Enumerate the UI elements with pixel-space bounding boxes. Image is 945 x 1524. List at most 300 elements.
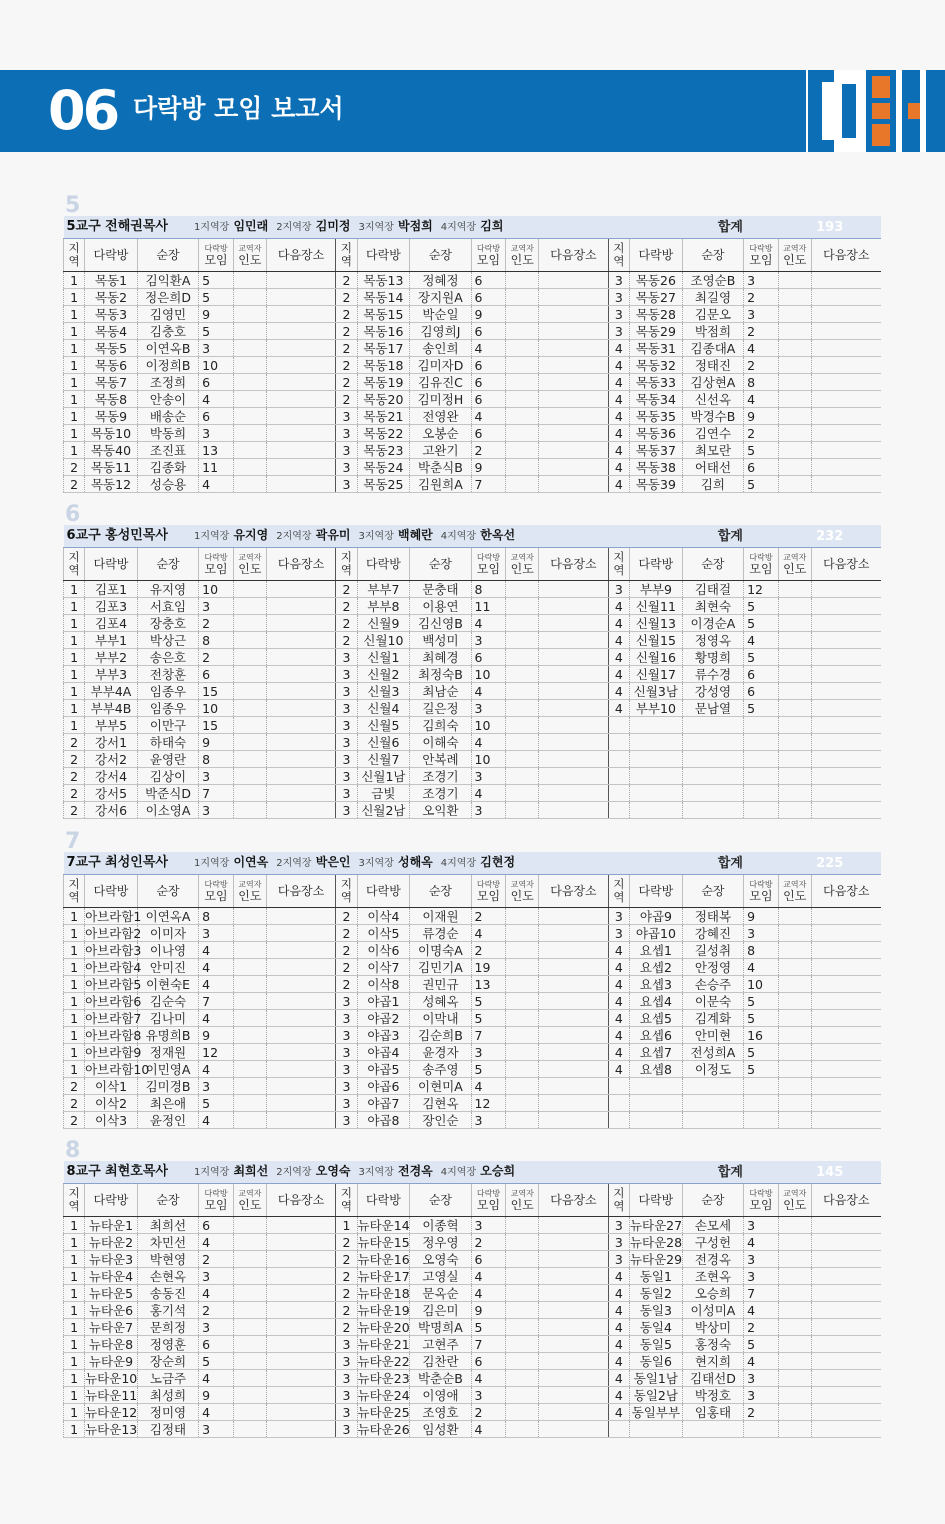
col-guide-top: 교역자 [783, 552, 807, 562]
next-place-cell [811, 908, 881, 925]
meeting-count-cell: 4 [471, 1268, 506, 1285]
meeting-count-cell: 12 [471, 1095, 506, 1112]
leader-cell: 정혜정 [410, 272, 471, 289]
guide-cell [506, 976, 539, 993]
empty-cell [744, 768, 779, 785]
guide-cell [233, 976, 266, 993]
guide-cell [778, 615, 811, 632]
col-room: 다락방 [85, 875, 138, 908]
table-row [64, 476, 882, 493]
col-guide-bottom: 인도 [510, 252, 534, 267]
guide-cell [506, 959, 539, 976]
table-row [64, 1078, 882, 1095]
leader-cell: 김희 [682, 476, 743, 493]
leader-cell: 안정영 [682, 959, 743, 976]
meeting-count-cell: 10 [199, 581, 234, 598]
table-row [64, 1112, 882, 1129]
region-leader-name: 김희 [480, 219, 504, 233]
room-cell: 동일부부 [629, 1404, 682, 1421]
empty-cell [811, 1421, 881, 1438]
guide-cell [778, 1217, 811, 1234]
leader-cell: 김민기A [410, 959, 471, 976]
region-cell: 1 [64, 374, 85, 391]
col-place: 다음장소 [811, 239, 881, 272]
leader-cell: 박준식D [137, 785, 198, 802]
meeting-count-cell: 9 [471, 306, 506, 323]
col-region: 지역 [608, 875, 629, 908]
table-row [64, 976, 882, 993]
col-guide-top: 교역자 [510, 879, 534, 889]
leader-cell: 유명희B [137, 1027, 198, 1044]
section-table [63, 1161, 881, 1438]
room-cell: 목동1 [85, 272, 138, 289]
next-place-cell [266, 476, 336, 493]
col-region: 지역 [336, 875, 357, 908]
col-meeting [199, 548, 234, 581]
empty-cell [778, 751, 811, 768]
guide-cell [506, 1095, 539, 1112]
leader-cell: 박상근 [137, 632, 198, 649]
leader-cell: 송동진 [137, 1285, 198, 1302]
next-place-cell [266, 323, 336, 340]
leader-cell: 하태숙 [137, 734, 198, 751]
room-cell: 아브라함4 [85, 959, 142, 975]
leader-cell: 백성미 [410, 632, 471, 649]
region-cell: 3 [336, 1027, 357, 1044]
leader-cell: 정재원 [137, 1044, 198, 1061]
leader-cell: 김신영B [410, 615, 471, 632]
leader-cell: 조영순B [682, 272, 743, 289]
table-row [64, 717, 882, 734]
guide-cell [778, 598, 811, 615]
region-leader-label: 2지역장 [276, 1167, 312, 1178]
col-room: 다락방 [85, 548, 138, 581]
leader-cell: 고영실 [410, 1268, 471, 1285]
region-cell: 2 [336, 959, 357, 976]
logo-mark-icon [806, 70, 945, 152]
empty-cell [744, 734, 779, 751]
room-cell: 목동18 [357, 357, 410, 374]
meeting-count-cell: 9 [744, 408, 779, 425]
leader-cell: 정영훈 [137, 1336, 198, 1353]
region-cell: 4 [608, 425, 629, 442]
room-cell: 뉴타운16 [357, 1251, 410, 1267]
leader-cell: 전경옥 [682, 1251, 743, 1268]
empty-cell [608, 1078, 629, 1095]
leader-cell: 홍정숙 [682, 1336, 743, 1353]
next-place-cell [811, 391, 881, 408]
leader-cell: 이용연 [410, 598, 471, 615]
meeting-count-cell: 4 [471, 340, 506, 357]
table-row [64, 581, 882, 598]
region-cell: 2 [336, 942, 357, 959]
leader-cell: 박춘식B [410, 459, 471, 476]
page-header [0, 70, 945, 152]
guide-cell [778, 700, 811, 717]
leader-cell: 김현옥 [410, 1095, 471, 1112]
total-value: 225 [778, 852, 881, 875]
col-order: 순장 [682, 548, 743, 581]
region-cell: 3 [336, 700, 357, 717]
meeting-count-cell: 6 [199, 666, 234, 683]
col-meeting-bottom: 모임 [204, 561, 228, 576]
col-guide-top: 교역자 [238, 552, 262, 562]
region-cell: 1 [64, 1234, 85, 1251]
next-place-cell [539, 942, 609, 959]
room-cell: 이삭6 [357, 942, 410, 959]
room-cell: 뉴타운23 [357, 1370, 410, 1386]
guide-cell [506, 1387, 539, 1404]
col-meeting [471, 548, 506, 581]
leader-cell: 정미영 [137, 1404, 198, 1421]
next-place-cell [811, 959, 881, 976]
guide-cell [778, 1387, 811, 1404]
room-cell: 부부3 [85, 666, 138, 683]
meeting-count-cell: 9 [199, 1387, 234, 1404]
meeting-count-cell: 9 [199, 1027, 234, 1044]
col-meeting-top: 다락방 [476, 552, 501, 562]
room-cell: 아브라함9 [85, 1044, 142, 1060]
section-title-cell [64, 525, 683, 548]
leader-cell: 오영숙 [410, 1251, 471, 1268]
region-cell: 3 [336, 1336, 357, 1353]
meeting-count-cell: 5 [199, 1353, 234, 1370]
room-cell: 강서6 [85, 802, 138, 819]
room-cell: 목동38 [629, 459, 682, 476]
region-cell: 2 [336, 357, 357, 374]
room-cell: 신월2 [357, 666, 410, 683]
region-cell: 4 [608, 632, 629, 649]
chapter-number: 06 [48, 79, 118, 142]
meeting-count-cell: 2 [744, 1404, 779, 1421]
leader-cell: 강혜진 [682, 925, 743, 942]
leader-cell: 이현미A [410, 1078, 471, 1095]
region-cell: 4 [608, 683, 629, 700]
meeting-count-cell: 9 [471, 1302, 506, 1319]
table-row [64, 408, 882, 425]
guide-cell [778, 1336, 811, 1353]
room-cell: 요셉5 [629, 1010, 682, 1027]
leader-cell: 이영애 [410, 1387, 471, 1404]
guide-cell [233, 323, 266, 340]
table-row [64, 1336, 882, 1353]
leader-cell: 황명희 [682, 649, 743, 666]
col-meeting-bottom: 모임 [204, 252, 228, 267]
region-leader-name: 한옥선 [480, 528, 516, 542]
meeting-count-cell: 4 [471, 1421, 506, 1438]
col-guide [233, 239, 266, 272]
guide-cell [778, 581, 811, 598]
col-meeting-top: 다락방 [476, 243, 501, 253]
col-region: 지역 [64, 1184, 85, 1217]
guide-cell [233, 717, 266, 734]
next-place-cell [266, 700, 336, 717]
region-leader-name: 박점희 [398, 219, 433, 233]
room-cell: 뉴타운15 [357, 1234, 410, 1250]
region-cell: 3 [336, 1353, 357, 1370]
region-cell: 3 [608, 323, 629, 340]
col-guide-top: 교역자 [510, 552, 534, 562]
col-guide-bottom: 인도 [510, 888, 534, 903]
col-order: 순장 [682, 875, 743, 908]
next-place-cell [539, 751, 609, 768]
region-cell: 4 [608, 357, 629, 374]
meeting-count-cell: 3 [471, 1217, 506, 1234]
room-cell: 이삭4 [357, 908, 410, 925]
next-place-cell [811, 323, 881, 340]
col-meeting [471, 1184, 506, 1217]
room-cell: 신월5 [357, 717, 410, 734]
next-place-cell [539, 717, 609, 734]
guide-cell [506, 615, 539, 632]
guide-cell [233, 425, 266, 442]
col-place: 다음장소 [266, 1184, 336, 1217]
leader-cell: 김문오 [682, 306, 743, 323]
room-cell: 뉴타운20 [357, 1319, 410, 1335]
meeting-count-cell: 11 [199, 459, 234, 476]
meeting-count-cell: 3 [199, 802, 234, 819]
guide-cell [778, 306, 811, 323]
meeting-count-cell: 3 [744, 1217, 779, 1234]
table-row [64, 1217, 882, 1234]
meeting-count-cell: 5 [744, 598, 779, 615]
meeting-count-cell: 16 [744, 1027, 779, 1044]
room-cell: 야곱6 [357, 1078, 410, 1095]
leader-cell: 최혜경 [410, 649, 471, 666]
room-cell: 신월3 [357, 683, 410, 700]
empty-cell [778, 802, 811, 819]
next-place-cell [539, 306, 609, 323]
col-meeting [744, 1184, 779, 1217]
leader-cell: 조진표 [137, 442, 198, 459]
region-leader-name: 성해옥 [398, 855, 433, 869]
col-meeting-top: 다락방 [749, 552, 773, 562]
col-guide-bottom: 인도 [238, 252, 262, 267]
room-cell: 목동25 [357, 476, 410, 493]
next-place-cell [811, 1234, 881, 1251]
col-guide-top: 교역자 [238, 879, 262, 889]
leader-cell: 최현숙 [682, 598, 743, 615]
next-place-cell [266, 1302, 336, 1319]
empty-cell [744, 751, 779, 768]
room-cell: 뉴타운26 [357, 1421, 410, 1437]
region-leader-name: 이연옥 [233, 855, 269, 869]
region-cell: 2 [336, 632, 357, 649]
meeting-count-cell: 5 [744, 700, 779, 717]
guide-cell [506, 1319, 539, 1336]
leader-cell: 최성희 [137, 1387, 198, 1404]
leader-cell: 박경수B [682, 408, 743, 425]
region-leader-label: 4지역장 [440, 531, 477, 542]
guide-cell [778, 1353, 811, 1370]
region-leader-label: 4지역장 [440, 1167, 477, 1178]
col-room: 다락방 [629, 239, 682, 272]
next-place-cell [811, 942, 881, 959]
region-cell: 2 [336, 976, 357, 993]
guide-cell [778, 942, 811, 959]
meeting-count-cell: 6 [471, 1353, 506, 1370]
col-order: 순장 [410, 548, 471, 581]
meeting-count-cell: 6 [744, 666, 779, 683]
next-place-cell [811, 340, 881, 357]
next-place-cell [539, 959, 609, 976]
room-cell: 아브라함3 [85, 942, 142, 958]
empty-cell [744, 785, 779, 802]
guide-cell [506, 734, 539, 751]
leader-cell: 이성미A [682, 1302, 743, 1319]
region-cell: 2 [64, 751, 85, 768]
empty-cell [682, 1112, 743, 1129]
region-cell: 4 [608, 1010, 629, 1027]
meeting-count-cell: 9 [199, 734, 234, 751]
region-cell: 3 [336, 1061, 357, 1078]
leader-cell: 문남열 [682, 700, 743, 717]
region-leader-label: 3지역장 [358, 858, 394, 869]
region-cell: 3 [336, 442, 357, 459]
meeting-count-cell: 3 [199, 598, 234, 615]
room-cell: 목동37 [629, 442, 682, 459]
table-row [64, 1095, 882, 1112]
col-place: 다음장소 [539, 1184, 609, 1217]
meeting-count-cell: 2 [744, 1319, 779, 1336]
room-cell: 뉴타운24 [357, 1387, 410, 1403]
next-place-cell [266, 272, 336, 289]
leader-cell: 손현옥 [137, 1268, 198, 1285]
region-cell: 2 [336, 615, 357, 632]
total-label: 합계 [682, 525, 778, 548]
meeting-count-cell: 8 [199, 751, 234, 768]
col-region: 지역 [64, 239, 85, 272]
region-leader-name: 유지영 [233, 528, 269, 542]
leader-cell: 성혜옥 [410, 993, 471, 1010]
next-place-cell [266, 442, 336, 459]
region-cell: 2 [336, 306, 357, 323]
col-place: 다음장소 [539, 548, 609, 581]
meeting-count-cell: 5 [471, 1010, 506, 1027]
region-cell: 1 [64, 615, 85, 632]
region-cell: 2 [336, 1268, 357, 1285]
section-title-cell [64, 1161, 683, 1184]
table-row [64, 357, 882, 374]
region-cell: 4 [608, 959, 629, 976]
col-room: 다락방 [357, 239, 410, 272]
leader-cell: 류수경 [682, 666, 743, 683]
next-place-cell [539, 1217, 609, 1234]
region-cell: 1 [64, 357, 85, 374]
guide-cell [233, 1285, 266, 1302]
region-cell: 1 [64, 1421, 85, 1438]
empty-cell [629, 1095, 682, 1112]
guide-cell [506, 1353, 539, 1370]
region-cell: 4 [608, 1336, 629, 1353]
leader-cell: 김영민 [137, 306, 198, 323]
room-cell: 뉴타운21 [357, 1336, 410, 1352]
room-cell: 부부1 [85, 632, 138, 649]
guide-cell [506, 1421, 539, 1438]
guide-cell [233, 1319, 266, 1336]
region-cell: 3 [336, 768, 357, 785]
empty-cell [682, 1421, 743, 1438]
section-title-cell [64, 852, 683, 875]
region-leader-name: 김미정 [315, 219, 351, 233]
empty-cell [682, 1078, 743, 1095]
next-place-cell [539, 1285, 609, 1302]
meeting-count-cell: 6 [471, 1251, 506, 1268]
leader-cell: 길은정 [410, 700, 471, 717]
guide-cell [506, 408, 539, 425]
next-place-cell [811, 306, 881, 323]
leader-cell: 김미정H [410, 391, 471, 408]
empty-cell [811, 717, 881, 734]
room-cell: 강서4 [85, 768, 138, 785]
col-guide-bottom: 인도 [510, 561, 534, 576]
next-place-cell [266, 908, 336, 925]
meeting-count-cell: 12 [744, 581, 779, 598]
empty-cell [744, 717, 779, 734]
next-place-cell [266, 734, 336, 751]
room-cell: 목동13 [357, 272, 410, 289]
table-row [64, 785, 882, 802]
meeting-count-cell: 6 [199, 1336, 234, 1353]
room-cell: 목동22 [357, 425, 410, 442]
region-cell: 2 [336, 323, 357, 340]
leader-cell: 임홍태 [682, 1404, 743, 1421]
next-place-cell [811, 1319, 881, 1336]
meeting-count-cell: 15 [199, 717, 234, 734]
room-cell: 목동5 [85, 340, 138, 357]
table-row [64, 768, 882, 785]
empty-cell [778, 717, 811, 734]
room-cell: 목동20 [357, 391, 410, 408]
guide-cell [233, 1095, 266, 1112]
region-leader-name: 박은인 [315, 855, 351, 869]
guide-cell [506, 908, 539, 925]
meeting-count-cell: 15 [199, 683, 234, 700]
col-meeting-top: 다락방 [204, 552, 228, 562]
meeting-count-cell: 7 [199, 993, 234, 1010]
col-room: 다락방 [357, 548, 410, 581]
table-row [64, 598, 882, 615]
column-header-row [64, 1184, 882, 1217]
next-place-cell [539, 374, 609, 391]
region-cell: 2 [64, 1112, 85, 1129]
region-cell: 2 [336, 1302, 357, 1319]
guide-cell [778, 425, 811, 442]
region-cell: 4 [608, 476, 629, 493]
next-place-cell [266, 751, 336, 768]
region-cell: 1 [64, 717, 85, 734]
room-cell: 목동14 [357, 289, 410, 306]
room-cell: 목동7 [85, 374, 138, 391]
room-cell: 야곱7 [357, 1095, 410, 1112]
meeting-count-cell: 3 [471, 1044, 506, 1061]
empty-cell [608, 1112, 629, 1129]
col-order: 순장 [137, 548, 198, 581]
meeting-count-cell: 3 [471, 1387, 506, 1404]
guide-cell [233, 272, 266, 289]
meeting-count-cell: 4 [744, 632, 779, 649]
meeting-count-cell: 6 [471, 374, 506, 391]
room-cell: 목동2 [85, 289, 138, 306]
meeting-count-cell: 6 [471, 289, 506, 306]
region-leader-name: 최희선 [233, 1164, 269, 1178]
leader-cell: 류경순 [410, 925, 471, 942]
guide-cell [233, 649, 266, 666]
next-place-cell [266, 340, 336, 357]
region-cell: 1 [64, 1370, 85, 1387]
meeting-count-cell: 4 [471, 1285, 506, 1302]
table-row [64, 1370, 882, 1387]
